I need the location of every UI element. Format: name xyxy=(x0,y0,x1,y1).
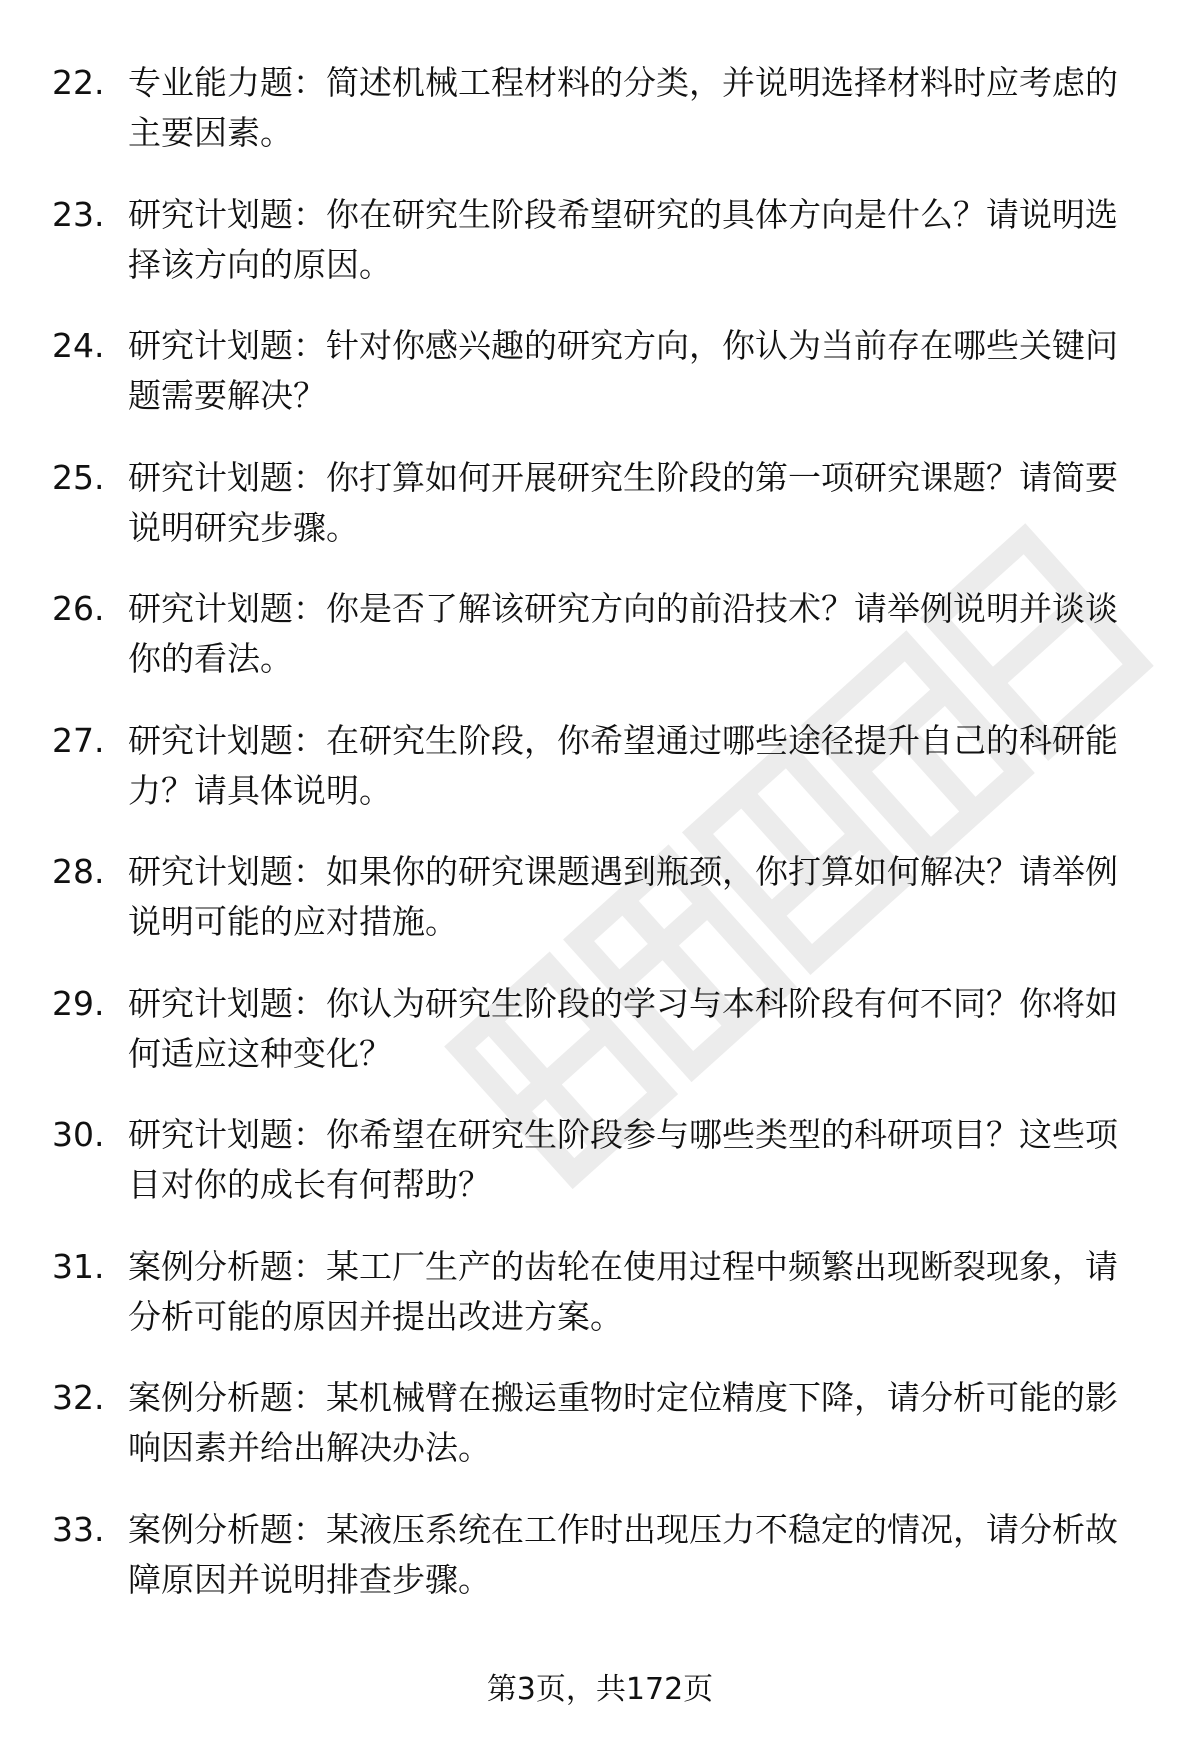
question-number: 32. xyxy=(52,1378,105,1417)
question-number: 33. xyxy=(52,1509,105,1549)
question-item xyxy=(0,58,1200,190)
question-item xyxy=(0,1505,1200,1637)
question-item xyxy=(0,321,1200,453)
question-item xyxy=(0,847,1200,979)
page-footer: 第3页，共172页 xyxy=(486,1672,714,1707)
question-number: 29. xyxy=(52,983,105,1023)
question-number: 25. xyxy=(52,457,105,497)
question-text: 研究计划题：如果你的研究课题遇到瓶颈，你打算如何解决？请举例说明可能的应对措施。 xyxy=(128,852,1118,941)
question-text: 研究计划题：你打算如何开展研究生阶段的第一项研究课题？请简要说明研究步骤。 xyxy=(128,457,1118,547)
question-text: 研究计划题：在研究生阶段，你希望通过哪些途径提升自己的科研能力？请具体说明。 xyxy=(128,720,1118,810)
question-text: 案例分析题：某机械臂在搬运重物时定位精度下降，请分析可能的影响因素并给出解决办法。 xyxy=(128,1378,1118,1467)
question-number: 26. xyxy=(52,589,105,628)
question-item xyxy=(0,453,1200,585)
question-list xyxy=(0,58,1200,1636)
question-item xyxy=(0,1242,1200,1374)
question-text: 研究计划题：你希望在研究生阶段参与哪些类型的科研项目？这些项目对你的成长有何帮助？ xyxy=(128,1115,1118,1204)
question-text: 案例分析题：某液压系统在工作时出现压力不稳定的情况，请分析故障原因并说明排查步骤。 xyxy=(128,1509,1118,1599)
question-text: 案例分析题：某工厂生产的齿轮在使用过程中频繁出现断裂现象，请分析可能的原因并提出改进方案。 xyxy=(128,1246,1118,1336)
question-number: 27. xyxy=(52,720,105,760)
question-text: 研究计划题：你认为研究生阶段的学习与本科阶段有何不同？你将如何适应这种变化？ xyxy=(128,983,1118,1073)
question-number: 31. xyxy=(52,1246,105,1286)
question-item xyxy=(0,1373,1200,1505)
question-text: 研究计划题：你在研究生阶段希望研究的具体方向是什么？请说明选择该方向的原因。 xyxy=(128,194,1118,284)
question-text: 研究计划题：针对你感兴趣的研究方向，你认为当前存在哪些关键问题需要解决？ xyxy=(128,326,1118,415)
question-item xyxy=(0,716,1200,848)
question-number: 22. xyxy=(52,63,105,102)
question-number: 24. xyxy=(52,326,105,365)
question-item xyxy=(0,1110,1200,1242)
question-item xyxy=(0,979,1200,1111)
question-item xyxy=(0,190,1200,322)
question-item xyxy=(0,584,1200,716)
question-text: 研究计划题：你是否了解该研究方向的前沿技术？请举例说明并谈谈你的看法。 xyxy=(128,589,1118,678)
question-number: 23. xyxy=(52,194,105,234)
question-number: 30. xyxy=(52,1115,105,1154)
question-text: 专业能力题：简述机械工程材料的分类，并说明选择材料时应考虑的主要因素。 xyxy=(128,63,1118,152)
question-number: 28. xyxy=(52,852,105,891)
